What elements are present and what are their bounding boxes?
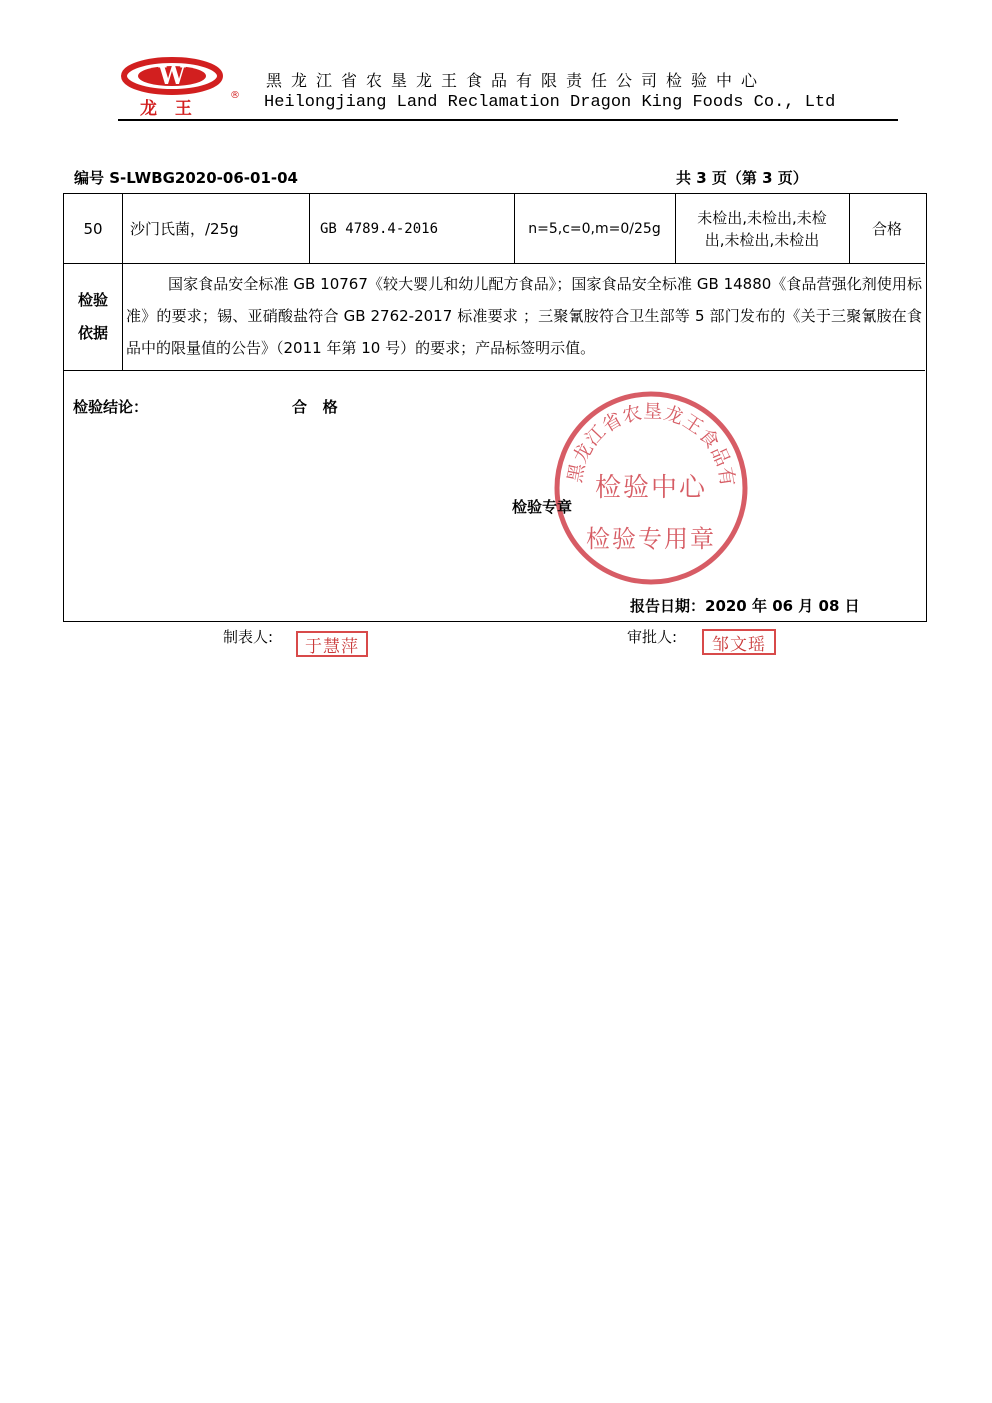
column-divider	[122, 194, 123, 263]
standard-limit: n=5,c=0,m=0/25g	[528, 220, 661, 237]
basis-text: 国家食品安全标准 GB 10767《较大婴儿和幼儿配方食品》；国家食品安全标准 GB 14880《食品营强化剂使用标准》的要求；锡、亚硝酸盐符合 GB 2762-2017 标准要求 ；三聚氰胺符合卫生部等 5 部门发布的《关于三聚氰胺在食品中的限量值的公告》（2011 年第 10 号）的要求；产品标签明示值。	[126, 275, 922, 357]
report-date: 报告日期：2020 年 06 月 08 日	[630, 597, 860, 615]
row-divider	[64, 370, 925, 371]
company-name-cn: 黑龙江省农垦龙王食品有限责任公司检验中心	[266, 71, 767, 90]
page-info: 共 3 页（第 3 页）	[676, 169, 808, 187]
seal-center-line-2: 检验专用章	[586, 525, 716, 553]
approver-signature-stamp: 邹文瑶	[702, 629, 776, 655]
item-name: 沙门氏菌，/25g	[130, 220, 239, 238]
maker-signature-stamp: 于慧萍	[296, 631, 368, 657]
row-divider	[64, 263, 925, 264]
test-result-line-2: 出,未检出,未检出	[704, 230, 820, 249]
header-divider	[118, 119, 898, 121]
seal-ring-text: 黑龙江省农垦龙王食品有	[563, 400, 739, 489]
column-divider	[309, 194, 310, 263]
seal-center-line-1: 检验中心	[594, 473, 707, 503]
item-verdict: 合格	[871, 220, 902, 238]
basis-label	[64, 263, 122, 370]
maker-label: 制表人:	[223, 628, 274, 646]
logo-text: 龙 王	[140, 99, 198, 119]
registered-mark: ®	[230, 90, 240, 101]
column-divider	[122, 263, 123, 370]
item-number: 50	[83, 219, 103, 238]
stamp-label: 检验专章	[512, 498, 573, 516]
conclusion-value: 合 格	[292, 398, 338, 416]
basis-label-line-1: 检验	[77, 290, 108, 309]
company-logo	[120, 56, 250, 118]
approver-label: 审批人:	[627, 628, 678, 646]
basis-label-line-2: 依据	[77, 323, 108, 342]
test-method: GB 4789.4-2016	[320, 220, 439, 237]
report-table	[63, 193, 927, 622]
report-number: 编号 S-LWBG2020-06-01-04	[74, 169, 298, 187]
test-result	[675, 194, 849, 263]
inspection-seal	[552, 389, 750, 587]
conclusion-label: 检验结论：	[73, 398, 149, 416]
company-name-en: Heilongjiang Land Reclamation Dragon King Foods Co., Ltd	[264, 93, 836, 112]
svg-text:W: W	[158, 61, 186, 90]
test-result-line-1: 未检出,未检出,未检	[697, 208, 827, 227]
